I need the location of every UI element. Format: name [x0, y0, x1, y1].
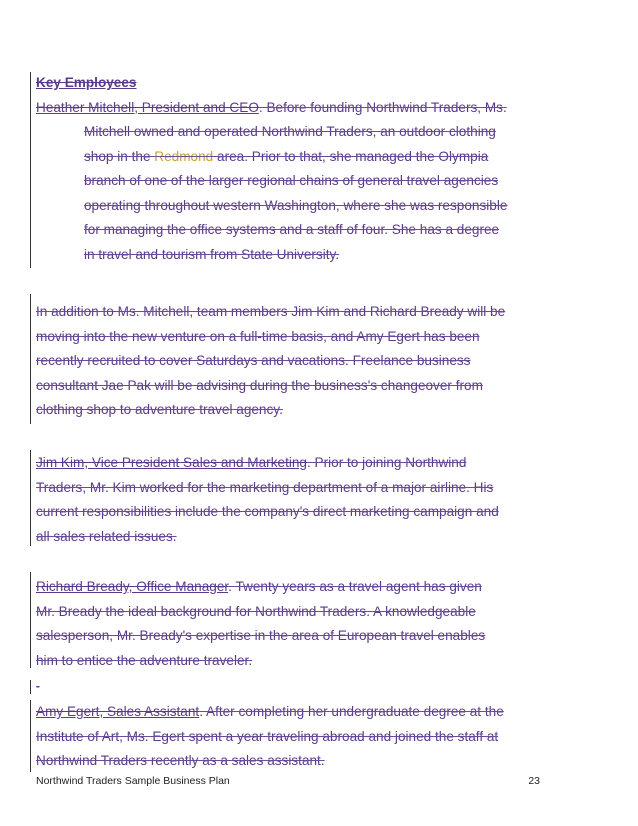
paragraph-line: branch of one of the larger regional chains of general travel agencies: [84, 173, 499, 188]
line-text: area. Prior to that, she managed the Olympia: [213, 148, 489, 164]
paragraph-jim-kim: [36, 451, 556, 549]
paragraph-line: all sales related issues.: [36, 528, 177, 544]
paragraph-line: Mr. Bready the ideal background for Northwind Traders. A knowledgeable: [36, 603, 476, 619]
paragraph-team-overview: [36, 300, 556, 423]
paragraph-line: [36, 700, 556, 725]
line-text: . After completing her undergraduate degree at the: [199, 704, 504, 719]
deleted-dash: -: [36, 681, 40, 693]
change-bar: [30, 72, 31, 268]
paragraph-line: [36, 96, 556, 121]
paragraph-amy-egert: [36, 700, 556, 774]
line-text: . Before founding Northwind Traders, Ms.: [258, 99, 507, 115]
paragraph-line: Northwind Traders recently as a sales assistant.: [36, 753, 325, 768]
change-bar: [30, 294, 31, 424]
change-bar: [30, 700, 31, 772]
highlighted-word: Redmond: [154, 148, 214, 164]
paragraph-line: In addition to Ms. Mitchell, team members Jim Kim and Richard Bready will be: [36, 304, 506, 319]
paragraph-line: operating throughout western Washington, where she was responsible: [84, 197, 508, 213]
paragraph-line: current responsibilities include the company's direct marketing campaign and: [36, 504, 499, 519]
paragraph-line: clothing shop to adventure travel agency.: [36, 402, 283, 417]
paragraph-line: Institute of Art, Ms. Egert spent a year traveling abroad and joined the staff at: [36, 728, 499, 744]
paragraph-line: [36, 575, 556, 600]
employee-name: Richard Bready, Office Manager: [36, 579, 229, 594]
change-bar: [30, 680, 31, 694]
heading-block: [36, 71, 556, 96]
paragraph-line: Mitchell owned and operated Northwind Traders, an outdoor clothing: [84, 124, 496, 139]
employee-name: Heather Mitchell, President and CEO: [36, 99, 259, 115]
section-heading: Key Employees: [36, 75, 137, 90]
paragraph-line: for managing the office systems and a staff of four. She has a degree: [84, 222, 500, 237]
employee-name: Jim Kim, Vice President Sales and Marketing: [36, 455, 307, 470]
paragraph-line: [36, 451, 556, 476]
paragraph-heather-mitchell: [36, 96, 556, 268]
change-bar: [30, 572, 31, 668]
paragraph-line: consultant Jae Pak will be advising during the business's changeover from: [36, 377, 483, 393]
paragraph-line: Traders, Mr. Kim worked for the marketing department of a major airline. His: [36, 479, 494, 495]
footer-title: Northwind Traders Sample Business Plan: [36, 775, 230, 787]
paragraph-line: him to entice the adventure traveler.: [36, 652, 253, 668]
paragraph-richard-bready: [36, 575, 556, 673]
employee-name: Amy Egert, Sales Assistant: [36, 704, 200, 719]
paragraph-line: in travel and tourism from State University.: [84, 246, 340, 262]
paragraph-line: moving into the new venture on a full-time basis, and Amy Egert has been: [36, 328, 480, 344]
change-bar: [30, 450, 31, 546]
line-text: . Twenty years as a travel agent has given: [228, 579, 482, 594]
page-number: 23: [528, 775, 540, 787]
line-text: . Prior to joining Northwind: [307, 455, 467, 470]
page-footer: [36, 775, 540, 787]
paragraph-line: [36, 145, 556, 170]
empty-paragraph: [36, 678, 556, 696]
paragraph-line: salesperson, Mr. Bready's expertise in the area of European travel enables: [36, 628, 486, 643]
line-text: shop in the: [84, 148, 155, 164]
paragraph-line: recently recruited to cover Saturdays and vacations. Freelance business: [36, 353, 471, 368]
